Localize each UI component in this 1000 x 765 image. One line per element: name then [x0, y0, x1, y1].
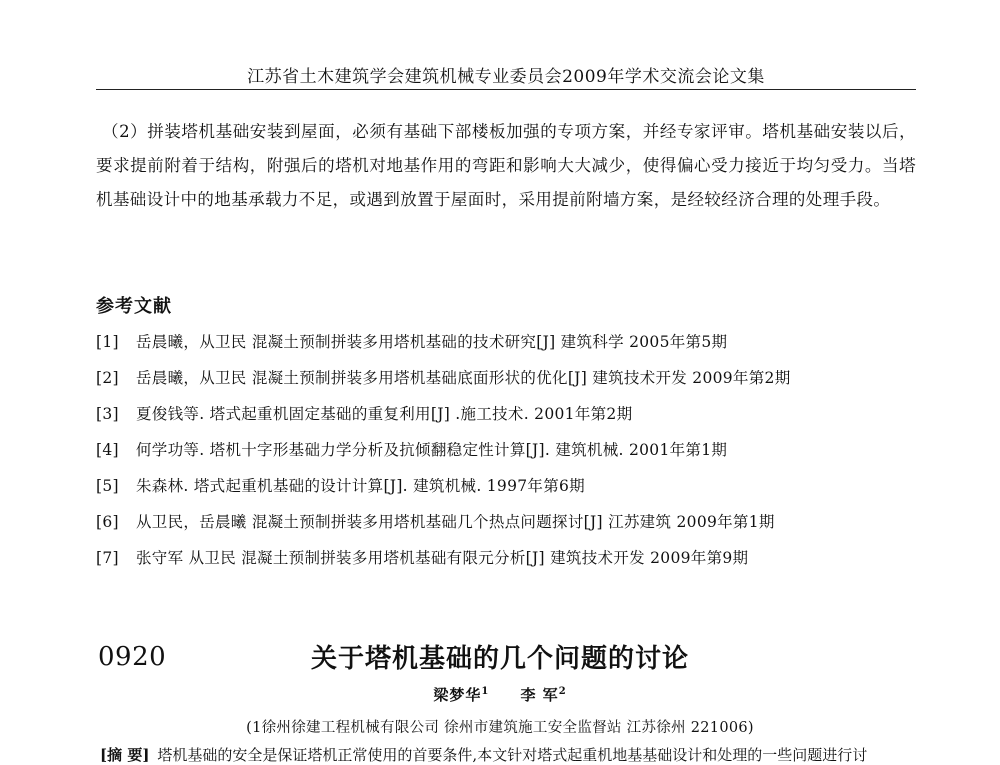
reference-number: [5]: [96, 477, 119, 495]
abstract-text: 塔机基础的安全是保证塔机正常使用的首要条件,本文针对塔式起重机地基基础设计和处理的一些问题进行讨: [157, 746, 868, 764]
body-paragraph: （2）拼装塔机基础安装到屋面，必须有基础下部楼板加强的专项方案，并经专家评审。塔机基础安装以后，要求提前附着于结构，附强后的塔机对地基作用的弯距和影响大大减少，使得偏心受力接近于均匀受力。当塔机基础设计中的地基承载力不足，或遇到放置于屋面时，采用提前附墙方案，是经较经济合理的处理手段。: [96, 122, 916, 209]
header-divider: [96, 89, 916, 90]
reference-item: [96, 510, 916, 546]
article-code: 0920: [98, 642, 167, 672]
abstract-label: [摘 要]: [100, 746, 150, 764]
reference-number: [3]: [96, 405, 119, 423]
reference-text: 岳晨曦，从卫民 混凝土预制拼装多用塔机基础的技术研究[J] 建筑科学 2005年第5期: [136, 333, 728, 351]
author-affiliation-mark: 1: [481, 686, 490, 697]
affiliation-line: (1徐州徐建工程机械有限公司 徐州市建筑施工安全监督站 江苏徐州 221006): [246, 720, 754, 736]
reference-text: 张守军 从卫民 混凝土预制拼装多用塔机基础有限元分析[J] 建筑技术开发 2009年第9期: [136, 549, 749, 567]
reference-item: [96, 330, 916, 366]
abstract: [100, 745, 920, 765]
reference-item: [96, 546, 916, 582]
reference-number: [2]: [96, 369, 119, 387]
reference-item: [96, 366, 916, 402]
reference-number: [1]: [96, 333, 119, 351]
author-line: [0, 684, 1000, 705]
reference-number: [7]: [96, 549, 119, 567]
reference-list: [96, 330, 916, 582]
reference-number: [6]: [96, 513, 119, 531]
running-header: 江苏省土木建筑学会建筑机械专业委员会2009年学术交流会论文集: [247, 67, 765, 87]
reference-text: 何学功等. 塔机十字形基础力学分析及抗倾翻稳定性计算[J]. 建筑机械. 2001年第1期: [136, 441, 728, 459]
reference-text: 岳晨曦，从卫民 混凝土预制拼装多用塔机基础底面形状的优化[J] 建筑技术开发 2009年第2期: [136, 369, 791, 387]
reference-text: 朱森林. 塔式起重机基础的设计计算[J]. 建筑机械. 1997年第6期: [136, 477, 585, 495]
reference-number: [4]: [96, 441, 119, 459]
author-affiliation-mark: 2: [558, 686, 567, 697]
references-heading: 参考文献: [96, 296, 172, 317]
reference-item: [96, 438, 916, 474]
reference-item: [96, 474, 916, 510]
reference-item: [96, 402, 916, 438]
article-title: 关于塔机基础的几个问题的讨论: [310, 644, 689, 674]
author-name: 李 军: [520, 686, 559, 704]
reference-text: 从卫民，岳晨曦 混凝土预制拼装多用塔机基础几个热点问题探讨[J] 江苏建筑 2009年第1期: [136, 513, 775, 531]
reference-text: 夏俊钱等. 塔式起重机固定基础的重复利用[J] .施工技术. 2001年第2期: [136, 405, 633, 423]
author-name: 梁梦华: [433, 686, 482, 704]
